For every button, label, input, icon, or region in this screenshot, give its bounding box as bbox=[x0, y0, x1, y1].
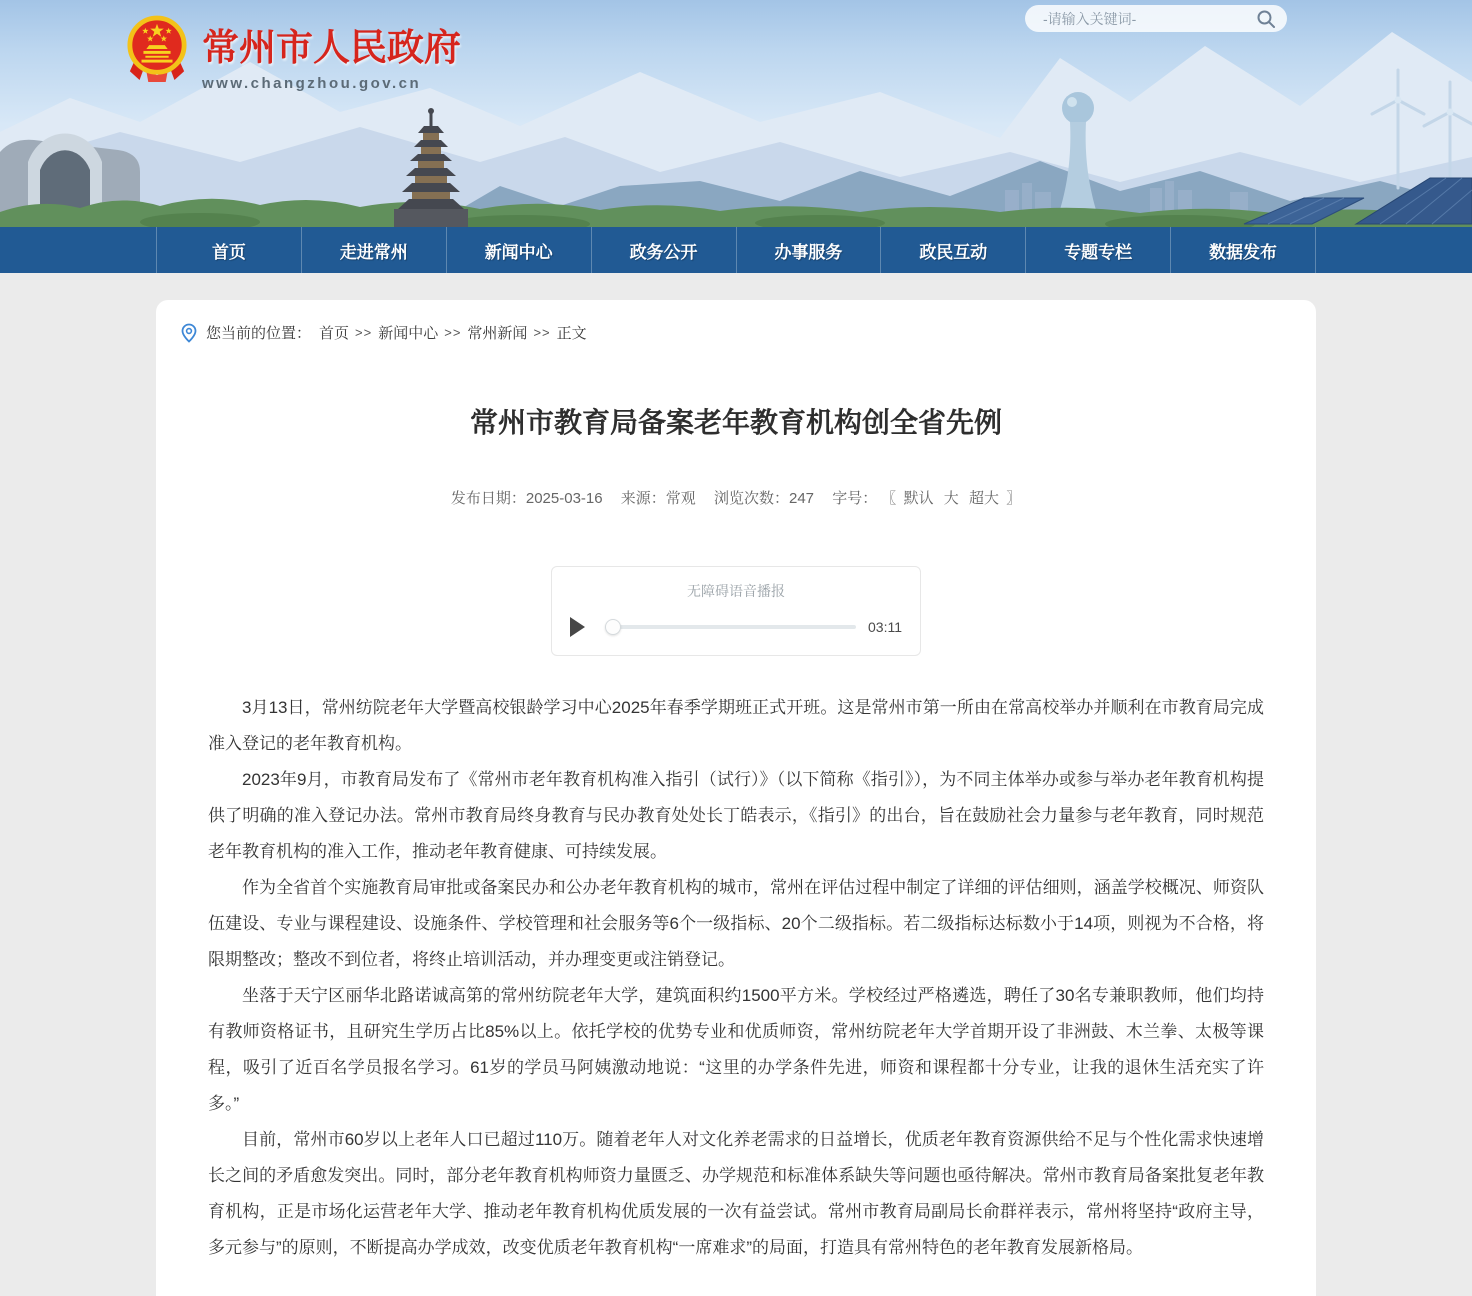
nav-item-special-topics[interactable]: 专题专栏 bbox=[1025, 227, 1170, 273]
article-source: 来源：常观 bbox=[620, 490, 696, 507]
play-icon[interactable] bbox=[570, 617, 585, 637]
bracket-open: 〖 bbox=[881, 490, 897, 507]
breadcrumb bbox=[156, 300, 1316, 343]
search-input[interactable] bbox=[1041, 10, 1255, 28]
font-size-default-button[interactable]: 默认 bbox=[903, 490, 934, 507]
article-meta bbox=[156, 487, 1316, 508]
font-size-control bbox=[832, 490, 1021, 507]
nav-item-news-center[interactable]: 新闻中心 bbox=[446, 227, 591, 273]
article-paragraph: 3月13日，常州纺院老年大学暨高校银龄学习中心2025年春季学期班正式开班。这是常州市第一所由在常高校举办并顺利在市教育局完成准入登记的老年教育机构。 bbox=[208, 698, 1264, 753]
breadcrumb-changzhou-news[interactable]: 常州新闻 bbox=[467, 325, 528, 342]
breadcrumb-separator: >> bbox=[444, 325, 462, 340]
main-nav bbox=[0, 227, 1472, 273]
search-bar bbox=[1025, 5, 1287, 32]
breadcrumb-home[interactable]: 首页 bbox=[319, 325, 350, 342]
article-paragraph: 坐落于天宁区丽华北路诺诚高第的常州纺院老年大学，建筑面积约1500平方米。学校经过严格遴选，聘任了30名专兼职教师，他们均持有教师资格证书，且研究生学历占比85%以上。依托学校的优势专业和优质师资，常州纺院老年大学首期开设了非洲鼓、木兰拳、太极等课程，吸引了近百名学员报名学习。61岁的学员马阿姨激动地说：“这里的办学条件先进，师资和课程都十分专业，让我的退休生活充实了许多。” bbox=[208, 986, 1264, 1113]
national-emblem-logo bbox=[126, 14, 188, 84]
article-paragraph: 目前，常州市60岁以上老年人口已超过110万。随着老年人对文化养老需求的日益增长，优质老年教育资源供给不足与个性化需求快速增长之间的矛盾愈发突出。同时，部分老年教育机构师资力量匮乏、办学规范和标准体系缺失等问题也亟待解决。常州市教育局备案批复老年教育机构，正是市场化运营老年大学、推动老年教育机构优质发展的一次有益尝试。常州市教育局副局长俞群祥表示，常州将坚持“政府主导，多元参与”的原则，不断提高办学成效，改变优质老年教育机构“一席难求”的局面，打造具有常州特色的老年教育发展新格局。 bbox=[208, 1130, 1264, 1257]
article-card bbox=[156, 300, 1316, 1296]
breadcrumb-news-center[interactable]: 新闻中心 bbox=[378, 325, 439, 342]
breadcrumb-separator: >> bbox=[355, 325, 373, 340]
nav-item-gov-affairs[interactable]: 政务公开 bbox=[591, 227, 736, 273]
slider-track bbox=[605, 625, 856, 629]
site-logo-link[interactable] bbox=[126, 14, 461, 92]
search-button[interactable] bbox=[1255, 8, 1277, 30]
slider-knob[interactable] bbox=[605, 619, 621, 635]
bracket-close: 〗 bbox=[1006, 490, 1022, 507]
breadcrumb-label: 您当前的位置： bbox=[206, 325, 312, 342]
main-content-area bbox=[0, 273, 1472, 1296]
font-size-large-button[interactable]: 大 bbox=[943, 490, 959, 507]
location-pin-icon bbox=[180, 323, 198, 343]
view-count: 浏览次数：247 bbox=[713, 490, 815, 507]
publish-date: 发布日期：2025-03-16 bbox=[450, 490, 603, 507]
audio-progress-slider[interactable] bbox=[605, 619, 856, 635]
nav-item-about-changzhou[interactable]: 走进常州 bbox=[301, 227, 446, 273]
font-size-label: 字号： bbox=[832, 490, 878, 507]
site-url: www.changzhou.gov.cn bbox=[202, 74, 422, 92]
breadcrumb-current-page: 正文 bbox=[556, 325, 587, 342]
article-paragraph: 作为全省首个实施教育局审批或备案民办和公办老年教育机构的城市，常州在评估过程中制定了详细的评估细则，涵盖学校概况、师资队伍建设、专业与课程建设、设施条件、学校管理和社会服务等6个一级指标、20个二级指标。若二级指标达标数小于14项，则视为不合格，将限期整改；整改不到位者，将终止培训活动，并办理变更或注销登记。 bbox=[208, 878, 1264, 969]
article-paragraph: 2023年9月，市教育局发布了《常州市老年教育机构准入指引（试行）》（以下简称《指引》），为不同主体举办或参与举办老年教育机构提供了明确的准入登记办法。常州市教育局终身教育与民办教育处处长丁皓表示，《指引》的出台，旨在鼓励社会力量参与老年教育，同时规范老年教育机构的准入工作，推动老年教育健康、可持续发展。 bbox=[208, 770, 1264, 861]
nav-item-data-release[interactable]: 数据发布 bbox=[1170, 227, 1316, 273]
search-icon bbox=[1256, 9, 1276, 29]
site-title: 常州市人民政府 bbox=[202, 27, 461, 68]
header-banner bbox=[0, 0, 1472, 227]
font-size-xlarge-button[interactable]: 超大 bbox=[968, 490, 999, 507]
nav-item-home[interactable]: 首页 bbox=[156, 227, 301, 273]
article-title: 常州市教育局备案老年教育机构创全省先例 bbox=[469, 407, 1002, 438]
nav-item-services[interactable]: 办事服务 bbox=[736, 227, 881, 273]
article-body bbox=[156, 690, 1316, 1266]
breadcrumb-separator: >> bbox=[533, 325, 551, 340]
nav-item-interaction[interactable]: 政民互动 bbox=[880, 227, 1025, 273]
audio-duration: 03:11 bbox=[868, 619, 902, 635]
audio-player-title: 无障碍语音播报 bbox=[687, 583, 785, 599]
audio-player bbox=[551, 566, 921, 656]
